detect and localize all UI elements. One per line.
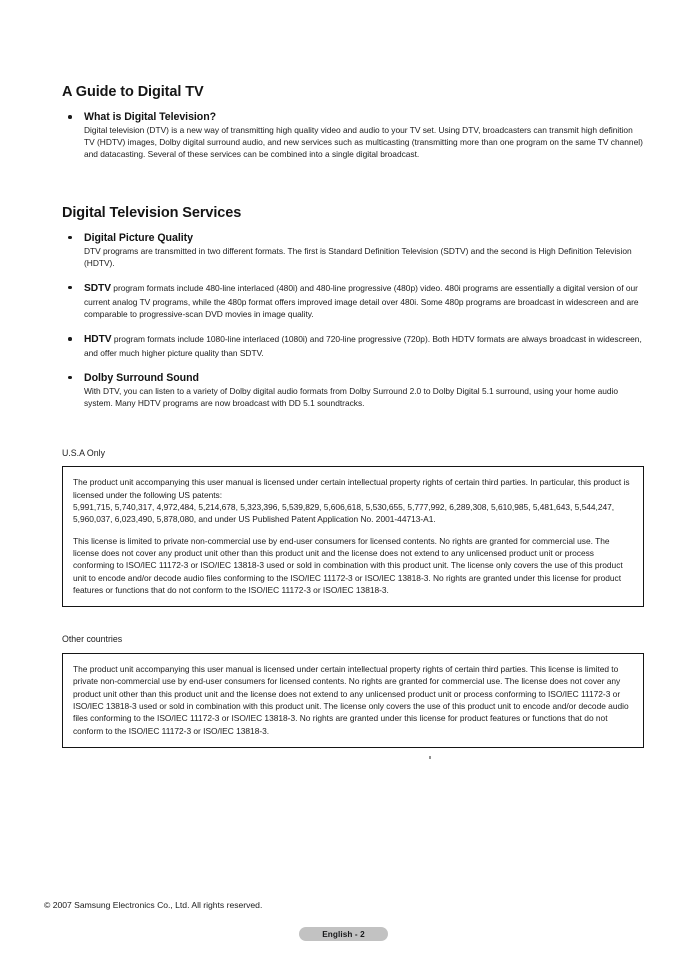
license-label-usa: U.S.A Only: [62, 447, 106, 458]
service-item-sdtv: [62, 281, 644, 322]
section-spacer: [62, 607, 644, 634]
service-item-digital-picture-quality: [62, 231, 644, 270]
guide-item-what-is-digital-television: [62, 110, 644, 161]
service-item-lead: HDTV: [84, 334, 112, 346]
section-spacer: [62, 172, 644, 205]
page-title: A Guide to Digital TV: [62, 84, 204, 100]
section-spacer: [62, 421, 644, 448]
license-box-usa: [62, 466, 644, 607]
service-item-body: With DTV, you can listen to a variety of Dolby digital audio formats from Dolby Surround 2.0 to Dolby Digital 5.1 surround, using your home audio system. Many HDTV programs are now broadcast with DD 5.1 soundtracks.: [84, 386, 619, 408]
page-content: [62, 84, 644, 748]
license-usa-paragraph-2: This license is limited to private non-commercial use by end-user consumers for licensed contents. No rights are granted for commercial use. The license does not cover any product unit other than this product unit and the license does not extend to any unlicensed product unit or process conforming to ISO/IEC 11172-3 or ISO/IEC 13818-3 used or sold in combination with this product unit. The license only covers the use of this product unit to encode and/or decode audio files conforming to the ISO/IEC 11172-3 or ISO/IEC 13818-3. No rights are granted under this license for product features or functions that do not conform to the ISO/IEC 11172-3 or ISO/IEC 13818-3.: [73, 535, 623, 596]
service-item-heading: Dolby Surround Sound: [84, 371, 199, 384]
scan-artifact-speck: [429, 756, 431, 759]
service-item-body: DTV programs are transmitted in two different formats. The first is Standard Definition Television (SDTV) and the second is High Definition Television (HDTV).: [84, 245, 632, 268]
license-usa-paragraph-1: [73, 476, 633, 525]
license-usa-intro: The product unit accompanying this user manual is licensed under certain intellectual property rights of certain third parties. In particular, this product is licensed under the following US patents:: [73, 477, 630, 500]
section-title-digital-television-services: Digital Television Services: [62, 205, 242, 222]
service-item-body-text: program formats include 1080-line interlaced (1080i) and 720-line progressive (720p). Both HDTV formats are always broadcast in widescreen, and offer much higher picture quality than SDTV.: [84, 334, 642, 359]
bullet-icon: [68, 286, 72, 290]
service-item-body: [84, 281, 644, 322]
license-label-other-countries: Other countries: [62, 634, 123, 645]
bullet-icon: [68, 376, 72, 380]
license-box-other-countries: [62, 653, 644, 748]
service-item-heading: Digital Picture Quality: [84, 231, 193, 244]
guide-item-heading: What is Digital Television?: [84, 111, 217, 124]
page-number-badge: English - 2: [299, 927, 388, 941]
bullet-icon: [68, 115, 72, 119]
license-other-paragraph-1: The product unit accompanying this user manual is licensed under certain intellectual property rights of certain third parties. This license is limited to private non-commercial use by end-user consumers for licensed contents. No rights are granted for commercial use. The license does not cover any product unit other than this product unit and the license does not extend to any unlicensed product unit or process conforming to ISO/IEC 11172-3 or ISO/IEC 13818-3 used or sold in combination with this product unit. The license only covers the use of this product unit to encode and/or decode audio files conforming to the ISO/IEC 11172-3 or ISO/IEC 13818-3. No rights are granted under this license for product features or functions that do not conform to the ISO/IEC 11172-3 or ISO/IEC 13818-3.: [73, 663, 629, 736]
service-item-body-text: program formats include 480-line interlaced (480i) and 480-line progressive (480p) video. 480i programs are essentially a digital version of our current analog TV programs, while the 480p format offers improved image detail over 480i. Some 480p programs are broadcast in widescreen and are comparable to progressive-scan DVD movies in image quality.: [84, 282, 639, 320]
service-item-hdtv: [62, 332, 644, 360]
guide-item-body: Digital television (DTV) is a new way of transmitting high quality video and audio to your TV set. Using DTV, broadcasters can transmit high definition TV (HDTV) images, Dolby digital surround audio, and new services such as multicasting (transmitting more than one program on the same TV channel) and datacasting. Several of these services can be combined into a single digital broadcast.: [84, 125, 643, 160]
service-item-body: [84, 332, 644, 360]
copyright-notice: © 2007 Samsung Electronics Co., Ltd. All rights reserved.: [44, 900, 263, 910]
license-usa-patent-list: 5,991,715, 5,740,317, 4,972,484, 5,214,678, 5,323,396, 5,539,829, 5,606,618, 5,530,655, 5,777,992, 6,289,308, 5,610,985, 5,481,643, 5,544,247, 5,960,037, 6,023,490, 5,878,080, and under US Published Patent Application No. 2001-44713-A1.: [73, 502, 615, 525]
bullet-icon: [68, 337, 72, 341]
bullet-icon: [68, 236, 72, 240]
service-item-dolby-surround-sound: [62, 371, 644, 410]
service-item-lead: SDTV: [84, 282, 111, 294]
